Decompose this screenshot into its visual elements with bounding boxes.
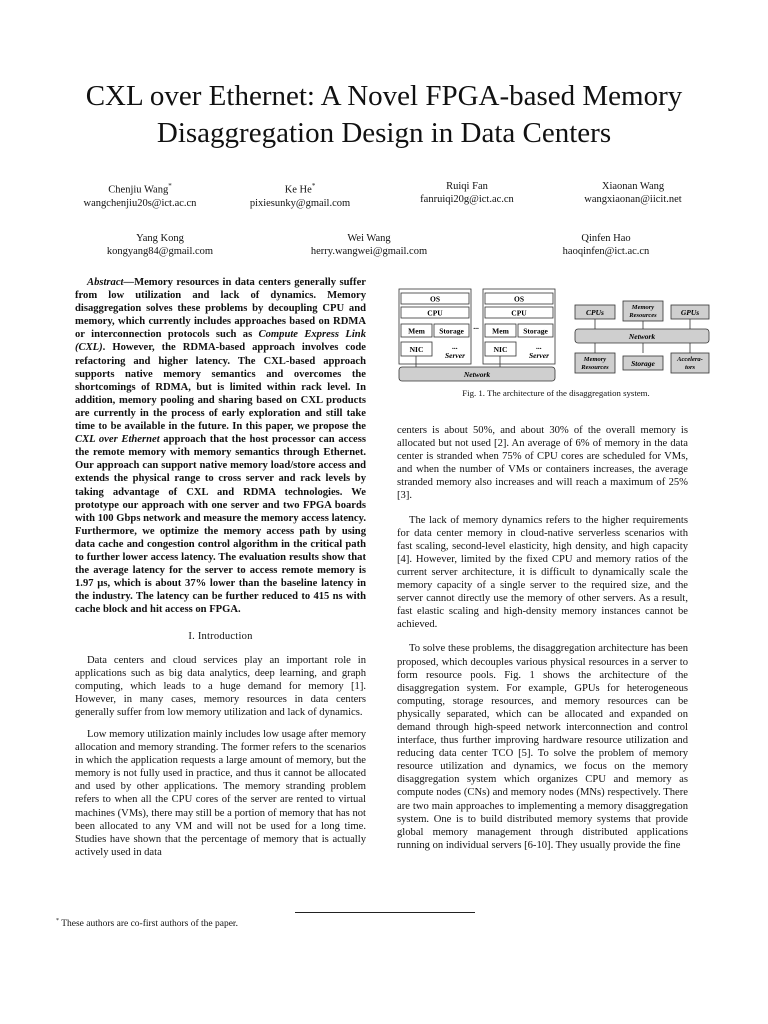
- author-email[interactable]: pixiesunky@gmail.com: [249, 197, 351, 209]
- nic-label: NIC: [493, 345, 508, 354]
- footnote: * These authors are co-first authors of the paper.: [56, 918, 238, 930]
- abstract: Abstract—Memory resources in data centers generally suffer from low utilization and lack of dynamics. Memory disaggregation solves these problems by decoupling CPU and memory, which currently includes approaches based on RDMA or interconnection protocols such as Compute Express Link (CXL). However, the RDMA-based approach involves code refactoring and higher latency. The CXL-based approach supports native memory semantics and overcomes the shortcomings of RDMA, but is limited within rack level. In addition, memory pooling and sharing based on CXL products are currently in the process of early exploration and still take time to be available in the future. In this paper, we propose the CXL over Ethernet approach that the host processor can access the remote memory with memory semantics through Ethernet. Our approach can support native memory load/store access and extends the physical range to cross server and rack levels by taking advantage of CXL and RDMA technologies. We prototype our approach with one server and two FPGA boards with 100 Gbps network and measure the memory access latency. Furthermore, we optimize the memory access path by using data cache and congestion control algorithm in the critical path to further lower access latency. The evaluation results show that the average latency for the server to access remote memory is 1.97 µs, which is about 37% lower than the baseline latency in the industry. The latency can be further reduced to 415 ns with cache block and hit access on FPGA.: [75, 277, 367, 616]
- server-label: Server: [445, 351, 465, 360]
- paragraph: The lack of memory dynamics refers to the higher requirements for data center memory in cloud-native serverless scenarios with fast scaling, second-level elasticity, high density, and high capacity [4]. However, limited by the fixed CPU and memory ratios of the current server architecture, it is difficult to dynamically scale the memory capacity of a single server to the required size, and the server cannot directly use the memory of other servers. As a result, fast elastic scaling and high-density memory instances cannot be achieved.: [397, 514, 688, 631]
- network-label: Network: [463, 370, 491, 379]
- gpus-label: GPUs: [680, 308, 700, 317]
- author-6: Wei Wang herry.wangwei@gmail.com: [310, 233, 428, 257]
- title-line-1: CXL over Ethernet: A Novel FPGA-based Memory: [85, 80, 683, 112]
- section-heading-introduction: I. Introduction: [188, 631, 253, 643]
- dots-between-servers: ...: [473, 322, 479, 331]
- storage-label: Storage: [523, 326, 548, 336]
- mem-label: Mem: [492, 326, 509, 336]
- author-5: Yang Kong kongyang84@gmail.com: [106, 233, 214, 257]
- author-email[interactable]: wangxiaonan@iicit.net: [584, 194, 682, 205]
- os-label: OS: [513, 294, 525, 304]
- right-column: [397, 424, 688, 863]
- cpu-label: CPU: [427, 308, 443, 318]
- cpu-label: CPU: [511, 308, 527, 318]
- author-email[interactable]: fanruiqi20g@ict.ac.cn: [420, 194, 514, 205]
- author-email[interactable]: herry.wangwei@gmail.com: [310, 246, 428, 257]
- left-column: [75, 276, 366, 868]
- title-line-2: Disaggregation Design in Data Centers: [156, 117, 612, 149]
- author-2: Ke He* pixiesunky@gmail.com: [249, 182, 351, 209]
- paragraph: centers is about 50%, and about 30% of the overall memory is allocated but not used [2]. An average of 6% of memory in the data center is stranded when 75% of CPU cores are scheduled for VMs, and when the number of VMs or containers increases, the average stranded memory also increases and will reach a maximum of 25% [3].: [397, 425, 688, 502]
- author-7: Qinfen Hao haoqinfen@ict.ac.cn: [562, 233, 650, 257]
- server-label: Server: [529, 351, 549, 360]
- cpus-label: CPUs: [586, 308, 604, 317]
- network-label: Network: [628, 332, 656, 341]
- dots: ...: [452, 342, 458, 351]
- memory-resources-label-2: Resources: [629, 312, 657, 319]
- author-email[interactable]: kongyang84@gmail.com: [106, 246, 214, 257]
- os-label: OS: [429, 294, 441, 304]
- memory-resources-label-1: Memory: [631, 304, 655, 311]
- accelerators-label-2: tors: [684, 364, 696, 371]
- dots: ...: [536, 342, 542, 351]
- storage-pool-label: Storage: [631, 359, 655, 368]
- author-3: Ruiqi Fan fanruiqi20g@ict.ac.cn: [420, 181, 514, 205]
- memory-resources-label-1: Memory: [583, 356, 607, 363]
- paragraph: Data centers and cloud services play an important role in applications such as big data analytics, deep learning, and graph computing, which leads to a huge demand for memory [1]. However, in many cases, memory resources in data centers generally suffer from low memory utilization and lack of dynamics.: [75, 654, 366, 718]
- author-1: Chenjiu Wang* wangchenjiu20s@ict.ac.cn: [83, 182, 197, 209]
- paper-title: [0, 78, 768, 152]
- paragraph: To solve these problems, the disaggregation architecture has been proposed, which decouples various physical resources in a server to form resource pools. Fig. 1 shows the architecture of the disaggregation system. For example, GPUs for heterogeneous computing, storage resources, and memory resources can be physically separated, which can be allocated and expanded on demand through high-speed network interconnection and control interface, thus further improving hardware resource utilization and reducing data center TCO [5]. To solve the problem of memory resource utilization and dynamics, we focus on the memory disaggregation system which organizes CPU and memory as compute nodes (CNs) and memory nodes (MNs) respectively. There are two main approaches to implementing a memory disaggregation system. One is to build distributed memory systems that provide global memory management through distributed applications running on individual servers [6-10]. They usually provide the fine: [397, 643, 688, 851]
- author-email[interactable]: wangchenjiu20s@ict.ac.cn: [83, 197, 197, 209]
- memory-resources-label-2: Resources: [581, 364, 609, 371]
- author-email[interactable]: haoqinfen@ict.ac.cn: [562, 246, 650, 257]
- accelerators-label-1: Accelera-: [677, 356, 703, 363]
- paragraph: Low memory utilization mainly includes low usage after memory allocation and memory stranding. The former refers to the scenarios in which the application requests a large amount of memory, but the memory is not fully used in practice, and thus it cannot be allocated and used by other applications. The memory stranding problem refers to when all the CPU cores of the server are rented to virtual machines (VMs), there may still be a portion of memory that has not been allocated to any VM and will not be used for a long time. Studies have shown that the percentage of memory that is actually actively used in data: [75, 729, 366, 858]
- footnote-divider: [295, 912, 475, 913]
- figure-caption: Fig. 1. The architecture of the disaggregation system.: [462, 388, 650, 398]
- nic-label: NIC: [409, 345, 424, 354]
- storage-label: Storage: [439, 326, 464, 336]
- disaggregated-pools: [575, 301, 709, 373]
- server-2: [483, 289, 555, 364]
- author-4: Xiaonan Wang wangxiaonan@iicit.net: [584, 181, 682, 205]
- mem-label: Mem: [408, 326, 425, 336]
- server-1: [399, 289, 471, 364]
